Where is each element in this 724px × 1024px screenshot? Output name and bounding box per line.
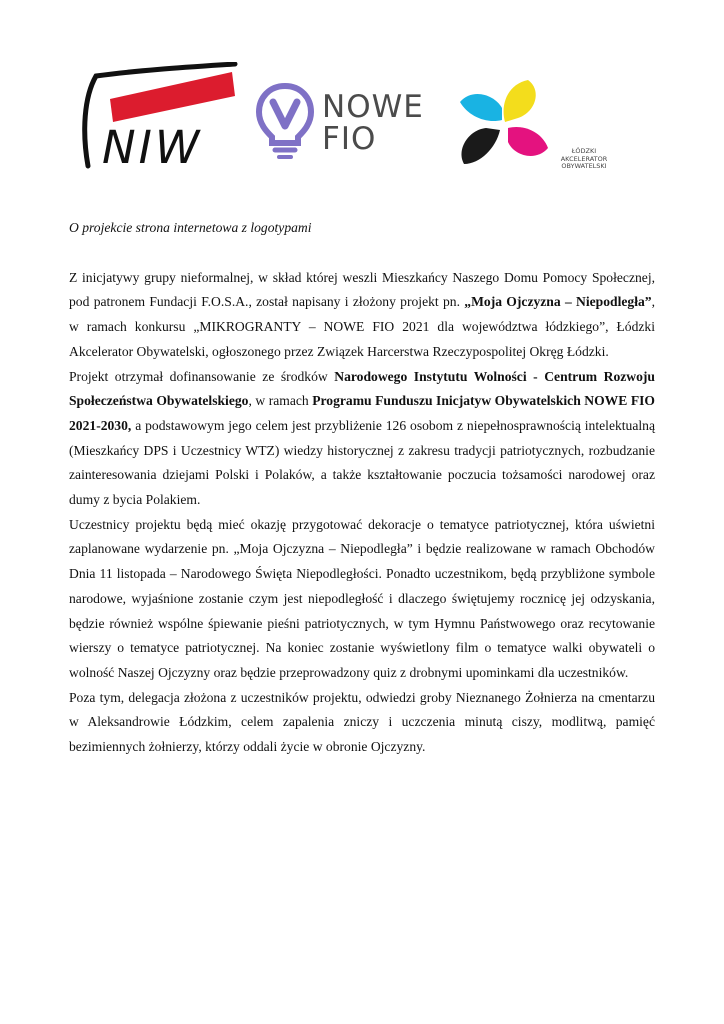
text-run: Poza tym, delegacja złożona z uczestników projektu, odwiedzi groby Nieznanego Żołnierza na cmentarzu w Aleksandrowie Łódzkim, celem zapalenia zniczy i uczczenia minutą ciszy, modlitwą, pamięć bezimiennych żołnierzy, którzy oddali życie w obronie Ojczyzny. <box>69 689 655 755</box>
document-body <box>69 216 655 760</box>
paragraphs <box>69 266 655 760</box>
lao-line2: AKCELERATOR <box>560 154 608 163</box>
bold-text: Narodowego Instytutu Wolności - Centrum Rozwoju Społeczeństwa Obywatelskiego <box>69 368 655 409</box>
lao-logo-text <box>558 148 610 171</box>
text-run: , w ramach konkursu „MIKROGRANTY – NOWE FIO 2021 dla województwa łódzkiego”, Łódzki Akcelerator Obywatelski, ogłoszonego przez Związek Harcerstwa Rzeczypospolitej Okręg Łódzki. <box>69 294 655 359</box>
text-run: , w ramach <box>248 393 313 409</box>
logos-header <box>0 0 724 200</box>
bold-text: Programu Funduszu Inicjatyw Obywatelskich NOWE FIO 2021-2030, <box>69 393 655 433</box>
text-run: Uczestnicy projektu będą mieć okazję przygotować dekoracje o tematyce patriotycznej, która uświetni zaplanowane wydarzenie pn. „Moja Ojczyzna – Niepodległa” i będzie realizowane w ramach Obchodów Dnia 11 listopada – Narodowego Święta Niepodległości. Ponadto uczestnikom, będą przybliżone symbole narodowe, wyjaśnione zostanie czym jest niepodległość i dlaczego świętujemy rocznicę jej odzyskania, będzie również wspólne śpiewanie pieśni patriotycznych, w tym Hymnu Państwowego oraz recytowanie wierszy o tematyce patriotycznej. Na koniec zostanie wyświetlony film o tematyce walki obywateli o wolność Naszej Ojczyzny oraz będzie przeprowadzony quiz z drobnymi upominkami dla uczestników. <box>69 516 655 680</box>
nowe-fio-line2: FIO <box>322 121 377 157</box>
niw-logo <box>80 62 240 172</box>
lao-line1: ŁÓDZKI <box>571 147 597 155</box>
nowe-fio-line1: NOWE <box>322 89 424 125</box>
paragraph-1 <box>69 266 655 365</box>
paragraph-3 <box>69 513 655 686</box>
lightbulb-v-icon <box>255 80 315 160</box>
paragraph-2 <box>69 365 655 513</box>
text-run: Z inicjatywy grupy nieformalnej, w skład której weszli Mieszkańcy Naszego Domu Pomocy Społecznej, pod patronem Fundacji F.O.S.A., został napisany i złożony projekt pn. <box>69 269 655 310</box>
paragraph-4 <box>69 686 655 760</box>
bold-text: „Moja Ojczyzna – Niepodległa” <box>464 294 652 310</box>
lao-line3: OBYWATELSKI <box>561 162 607 170</box>
niw-logo-text: NIW <box>102 121 203 172</box>
nowe-fio-logo <box>255 80 430 160</box>
niw-logo-graphic <box>80 62 240 172</box>
lao-pinwheel-icon <box>450 72 560 184</box>
text-run: Projekt otrzymał dofinansowanie ze środków <box>69 368 335 384</box>
document-subtitle: O projekcie strona internetowa z logotypami <box>69 220 312 235</box>
text-run: a podstawowym jego celem jest przybliżenie 126 osobom z niepełnosprawnością intelektualną (Mieszkańcy DPS i Uczestnicy WTZ) wiedzy historycznej z zakresu tradycji patriotycznych, rozbudzanie zainteresowania dziejami Polski i Polaków, a także kształtowanie poczucia tożsamości narodowej oraz dumy z bycia Polakiem. <box>69 417 655 508</box>
lao-logo <box>450 72 610 184</box>
